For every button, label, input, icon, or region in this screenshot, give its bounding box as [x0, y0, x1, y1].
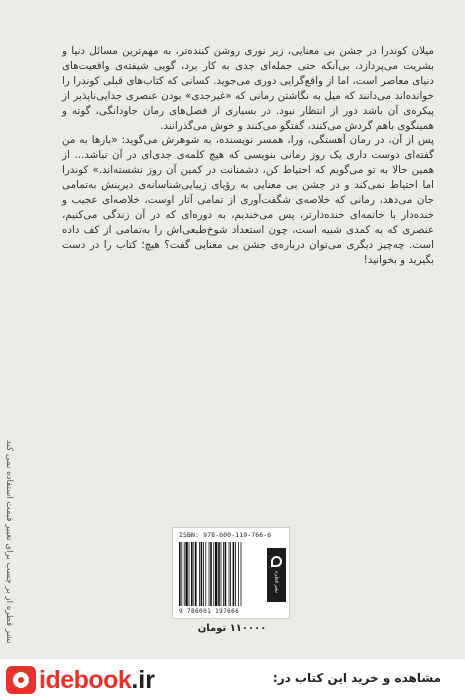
idebook-logo-icon: [6, 666, 36, 694]
barcode: [179, 542, 261, 606]
logo-dot: .: [131, 665, 139, 694]
cover-blurb: [62, 44, 434, 268]
banner-caption: مشاهده و خرید این کتاب در:: [272, 671, 441, 685]
store-banner[interactable]: [0, 658, 465, 700]
blurb-paragraph-2: پس از آن، در رمان آهستگی، ورا، همسر نویسنده، به شوهرش می‌گوید: «بارها به من گفته‌ای دوست داری یک روز رمانی بنویسی که هیچ کلمه‌ی جدی‌ای در آن نباشد... از همین حالا به تو می‌گویم که احتیاط کن، دشمنانت در کمین آن روز نشسته‌اند.» کوندرا اما احتیاط نمی‌کند و در جشن بی معنایی به رؤیای زیبایی‌شناسانه‌ی دیرینش به‌تمامی جان می‌دهد، رمانی که خلاصه‌ی شگفت‌آوری از تمامی آثار اوست، خلاصه‌ای عجیب و خنده‌دار با خاتمه‌ای خنده‌دارتر، پس می‌خندیم، به دوره‌ای که در آن زندگی می‌کنیم، عنصری که به کمدی شبیه است، چون استعداد شوخ‌طبعی‌اش را به‌تمامی از کف داده است. چه‌چیز دیگری می‌توان درباره‌ی جشن بی معنایی گفت؟ هیچ؛ کتاب را در دست بگیرید و بخوانید!: [62, 134, 434, 266]
price-label-note-text: نشر قطره از بر چسب برای تغییر قیمت استفاده نمی کند: [4, 440, 14, 644]
price-label: ۱۱۰۰۰۰ تومان: [197, 623, 267, 634]
idebook-logo[interactable]: [6, 665, 155, 695]
logo-word: idebook: [39, 665, 132, 694]
price-label-note: [4, 440, 24, 670]
publisher-logo-text: نشر قطره: [273, 571, 280, 594]
blurb-paragraph-1: میلان کوندرا در جشن بی معنایی، زیر نوری روشن کننده‌تر، به مهم‌ترین مسائل دنیا و بشریت می‌پردازد، بی‌آنکه حتی جمله‌ای جدی به کار برد، گویی شیفته‌ی واقعیت‌های دنیای معاصر است، اما از واقع‌گرایی دوری می‌جوید. کسانی که کتاب‌های قبلی کوندرا را خوانده‌اند می‌دانند که میل به نگاشتن رمانی که «غیرجدی» بودن عنصری جدایی‌ناپذیر از پیکره‌ی آن باشد دور از انتظار نبود. در بسیاری از فصل‌های رمان جاودانگی، گوته و همینگوی باهم گردش می‌کنند، گفتگو می‌کنند و خوش می‌گذرانند.: [62, 45, 434, 132]
logo-tld: ir: [138, 665, 155, 694]
isbn-text: ISBN: 978-600-119-766-6: [179, 531, 272, 539]
publisher-drop-icon: [271, 556, 282, 567]
publisher-logo: [267, 548, 286, 602]
barcode-digits: 9 786001 197666: [179, 608, 240, 615]
barcode-panel: [172, 527, 290, 619]
